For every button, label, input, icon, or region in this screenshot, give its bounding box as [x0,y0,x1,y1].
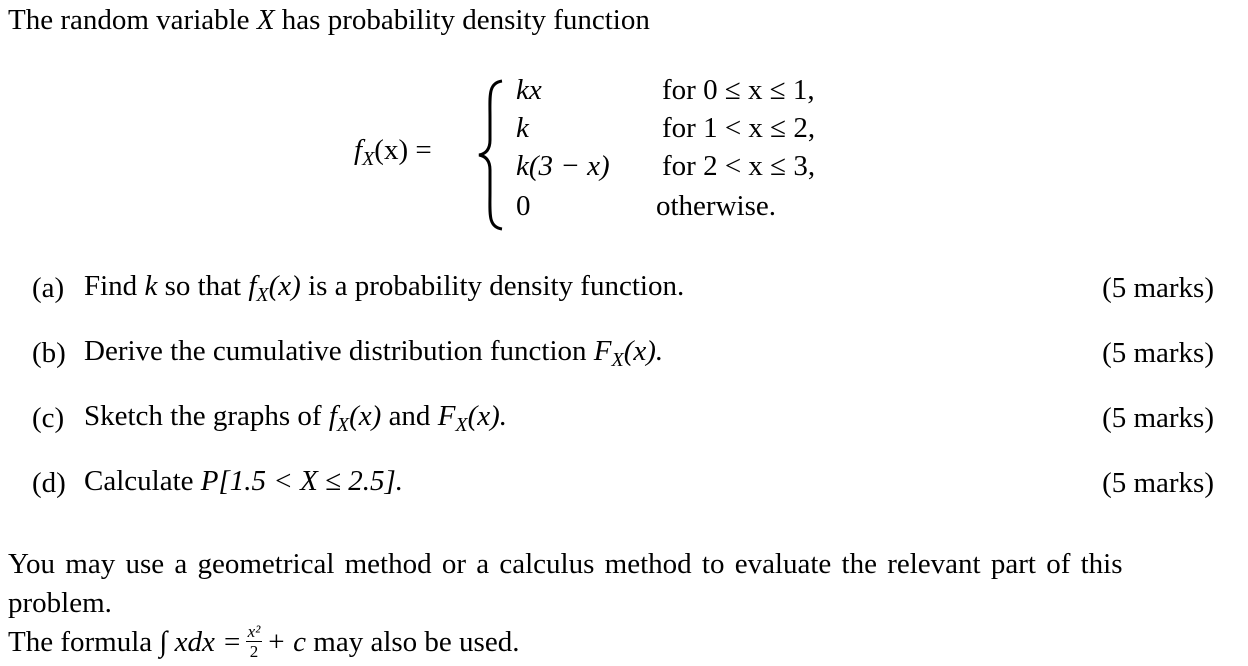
part-a-f: f [248,270,257,302]
part-d-text [84,467,403,496]
part-b-marks: (5 marks) [1102,337,1214,369]
intro-after: has probability density function [274,4,650,36]
fraction-numerator: x² [247,622,261,641]
part-c-and: and [381,400,438,432]
part-c-marks: (5 marks) [1102,402,1214,434]
case-expr-1: kx [516,74,542,106]
part-c-fx2: (x). [467,400,508,432]
part-a-k: k [144,270,158,302]
part-d-expr: P[1.5 < X ≤ 2.5]. [200,465,404,497]
pdf-lhs-rest: (x) = [374,134,432,166]
part-d-marks: (5 marks) [1102,467,1214,499]
part-a-sub: X [256,284,269,306]
case-cond-1: for 0 ≤ x ≤ 1, [662,74,815,106]
pdf-lhs [354,134,432,170]
part-a-fx: (x) [268,270,301,302]
part-c-sub1: X [336,414,350,436]
part-b-F: F [593,335,612,367]
case-expr-2: k [516,112,529,144]
part-c-text [84,400,508,436]
part-b-sub: X [611,349,624,371]
formula-integral: ∫ xdx = [159,626,242,659]
part-b-fx: (x). [623,335,664,367]
left-brace-icon [476,78,506,232]
part-b-text [84,335,664,371]
part-b-label: (b) [32,337,66,369]
part-d-label: (d) [32,467,66,499]
case-expr-4: 0 [516,190,531,222]
part-c-F: F [437,400,456,432]
formula-post: may also be used. [306,626,520,659]
part-c-t1: Sketch the graphs of [84,400,329,432]
part-a-marks: (5 marks) [1102,272,1214,304]
part-d-t1: Calculate [84,465,201,497]
part-a-t3: is a probability density function. [300,270,685,302]
formula-plus-c: + c [266,626,307,659]
case-cond-2: for 1 < x ≤ 2, [662,112,816,144]
part-c-label: (c) [32,402,65,434]
part-a-t2: so that [157,270,249,302]
note-formula [8,622,520,663]
formula-fraction [246,623,263,660]
part-a-label: (a) [32,272,65,304]
note-line-1: You may use a geometrical method or a calculus method to evaluate the relevant part of this [8,548,1123,580]
case-cond-4: otherwise. [656,190,776,222]
intro-text [8,6,650,35]
fraction-denominator: 2 [249,642,259,661]
intro-variable: X [256,4,275,36]
part-a-text [84,270,685,306]
case-expr-3: k(3 − x) [516,150,610,182]
part-c-f: f [328,400,337,432]
part-b-t1: Derive the cumulative distribution function [84,335,594,367]
pdf-lhs-f: f [354,134,363,166]
pdf-lhs-sub: X [362,148,375,170]
case-cond-3: for 2 < x ≤ 3, [662,150,816,182]
part-c-fx1: (x) [349,400,382,432]
intro-before: The random variable [8,4,257,36]
note-line-2: problem. [8,587,112,619]
part-c-sub2: X [455,414,468,436]
part-a-t1: Find [84,270,145,302]
formula-pre: The formula [8,626,160,659]
